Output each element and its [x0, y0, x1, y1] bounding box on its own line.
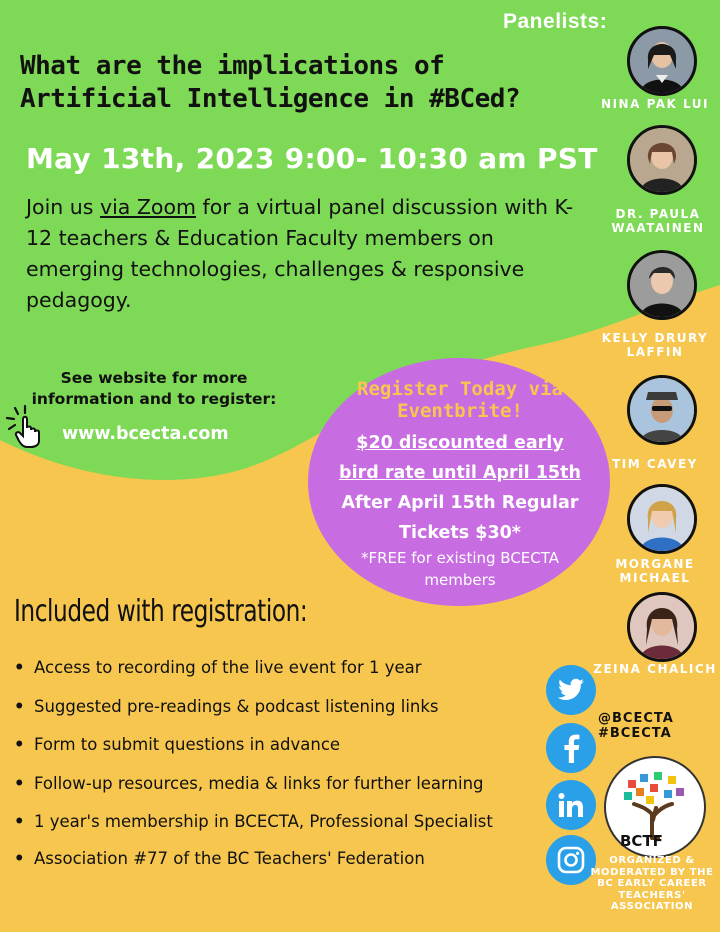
person-photo-icon	[630, 29, 694, 93]
register-pricing	[335, 428, 585, 548]
click-hand-icon	[5, 404, 51, 448]
person-photo-icon	[630, 128, 694, 192]
event-date: May 13th, 2023 9:00- 10:30 am PST	[26, 142, 598, 175]
linkedin-button[interactable]	[546, 780, 596, 830]
linkedin-icon	[558, 792, 584, 818]
bctf-label: BCTF	[620, 832, 663, 850]
person-photo-icon	[630, 253, 694, 317]
facebook-icon	[560, 733, 582, 763]
included-heading: Included with registration:	[14, 594, 308, 629]
regular-price: After April 15th Regular Tickets $30*	[341, 493, 579, 543]
panelist-photo	[627, 484, 697, 554]
list-item: • Follow-up resources, media & links for further learning	[14, 774, 574, 794]
twitter-button[interactable]	[546, 665, 596, 715]
panelist-photo	[627, 26, 697, 96]
panelist-name: DR. PAULA WAATAINEN	[611, 207, 705, 235]
person-photo-icon	[630, 595, 694, 659]
social-handles	[598, 711, 674, 741]
free-note: *FREE for existing BCECTA members	[360, 549, 560, 589]
panelist-name: KELLY DRURY LAFFIN	[601, 331, 709, 359]
social-handle: @BCECTA	[598, 711, 674, 726]
facebook-button[interactable]	[546, 723, 596, 773]
panelist-name: MORGANE MICHAEL	[615, 557, 695, 585]
list-item: • Suggested pre-readings & podcast listening links	[14, 697, 574, 717]
intro-text-before: Join us	[26, 195, 100, 219]
panelist-photo	[627, 592, 697, 662]
list-item: • Form to submit questions in advance	[14, 735, 574, 755]
website-link[interactable]: www.bcecta.com	[62, 424, 229, 444]
list-item: • Access to recording of the live event for 1 year	[14, 658, 574, 678]
event-title: What are the implications of Artificial Intelligence in #BCed?	[20, 51, 521, 114]
panelist-name: ZEINA CHALICH	[593, 662, 717, 676]
panelist-photo	[627, 125, 697, 195]
panelist-photo	[627, 250, 697, 320]
register-heading[interactable]: Register Today via Eventbrite!	[357, 378, 563, 422]
organizer-note: ORGANIZED & MODERATED BY THE BC EARLY CAREER TEACHERS' ASSOCIATION	[590, 855, 714, 912]
list-item: • 1 year's membership in BCECTA, Professional Specialist	[14, 812, 574, 832]
instagram-icon	[557, 846, 585, 874]
panelist-name: NINA PAK LUI	[601, 97, 709, 111]
website-note: See website for more information and to register:	[31, 369, 277, 408]
person-photo-icon	[630, 487, 694, 551]
panelist-photo	[627, 375, 697, 445]
person-photo-icon	[630, 378, 694, 442]
intro-text-after: for a virtual panel discussion with K-12 teachers & Education Faculty members on emerging technologies, challenges & responsive pedagogy.	[26, 195, 574, 312]
zoom-link[interactable]: via Zoom	[99, 195, 196, 219]
early-bird-price: $20 discounted early bird rate until April 15th	[339, 433, 581, 483]
social-hashtag: #BCECTA	[598, 726, 672, 741]
twitter-icon	[557, 678, 585, 702]
included-list	[14, 658, 574, 887]
event-description	[26, 192, 596, 316]
list-item-continuation	[14, 849, 574, 869]
list-item-continuation-text: Association #77 of the BC Teachers' Federation	[34, 848, 425, 868]
panelist-name: TIM CAVEY	[612, 457, 698, 471]
panelists-label: Panelists:	[503, 10, 608, 33]
